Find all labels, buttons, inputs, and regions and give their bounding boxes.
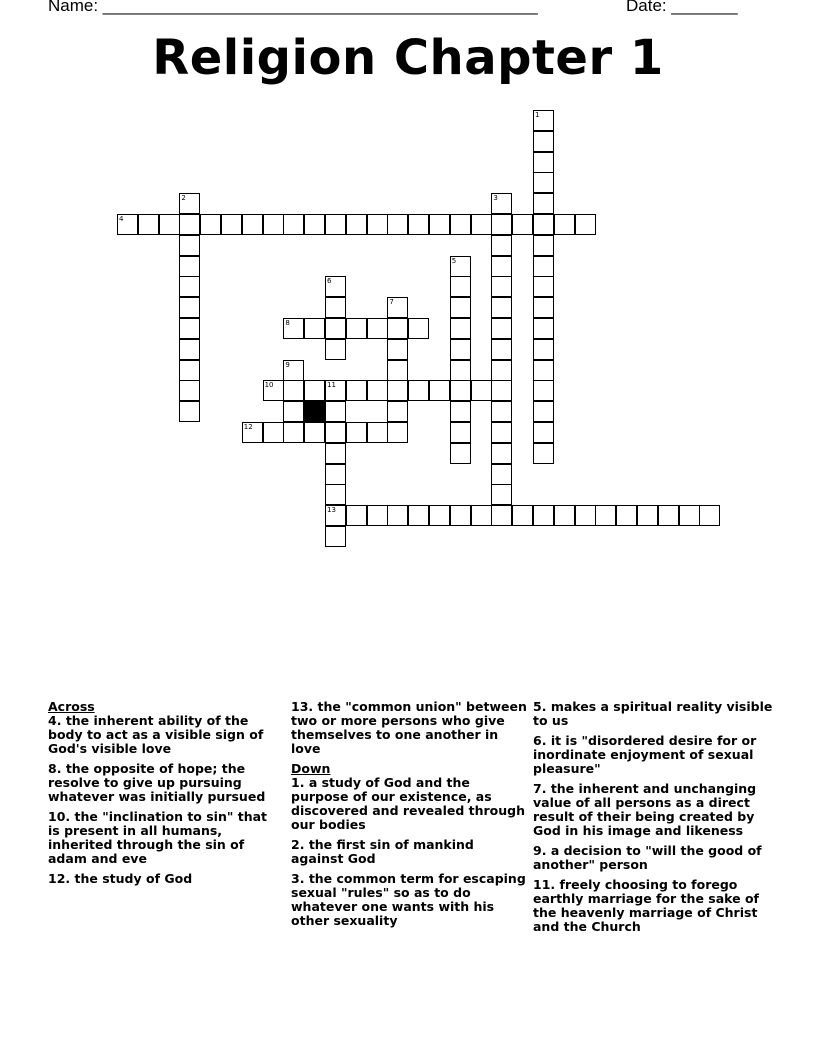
clue-text: the common term for escaping sexual "rules" so as to do whatever one wants with his other sexuality — [291, 871, 526, 928]
clue-down-7 — [533, 782, 773, 838]
crossword-cell[interactable] — [637, 505, 658, 526]
clue-text: a study of God and the purpose of our existence, as discovered and revealed through our bodies — [291, 775, 526, 832]
black-cell — [304, 401, 325, 422]
date-field[interactable]: Date: _______ — [626, 0, 738, 15]
crossword-cell[interactable] — [346, 505, 367, 526]
crossword-cell[interactable] — [283, 422, 304, 443]
crossword-cell[interactable] — [533, 152, 554, 173]
crossword-cell[interactable] — [491, 443, 512, 464]
crossword-cell[interactable] — [450, 360, 471, 381]
crossword-cell[interactable] — [450, 297, 471, 318]
crossword-cell[interactable] — [387, 380, 408, 401]
crossword-cell[interactable] — [533, 401, 554, 422]
crossword-cell[interactable] — [533, 443, 554, 464]
crossword-cell[interactable] — [304, 318, 325, 339]
crossword-cell[interactable] — [533, 297, 554, 318]
cell-number: 13 — [327, 506, 336, 515]
clue-across-12 — [48, 872, 280, 886]
crossword-cell[interactable] — [304, 214, 325, 235]
clue-text: the "inclination to sin" that is present in all humans, inherited through the sin of adam and eve — [48, 809, 268, 866]
across-heading: Across — [48, 699, 95, 714]
clue-down-9 — [533, 844, 773, 872]
clue-number: 1. — [291, 775, 305, 790]
cell-number: 10 — [264, 381, 274, 390]
clue-number: 3. — [291, 871, 305, 886]
clue-across-8 — [48, 762, 280, 804]
crossword-cell[interactable] — [471, 505, 492, 526]
crossword-cell[interactable] — [575, 505, 596, 526]
crossword-cell[interactable] — [179, 256, 200, 277]
cell-number: 12 — [243, 423, 253, 431]
cell-number: 11 — [327, 381, 336, 390]
crossword-cell[interactable] — [325, 318, 346, 339]
crossword-cell[interactable] — [242, 422, 263, 443]
crossword-cell[interactable] — [200, 214, 221, 235]
crossword-cell[interactable] — [325, 464, 346, 485]
crossword-cell[interactable] — [450, 276, 471, 297]
crossword-cell[interactable] — [491, 339, 512, 360]
crossword-cell[interactable] — [450, 339, 471, 360]
crossword-cell[interactable] — [408, 380, 429, 401]
crossword-cell[interactable] — [450, 256, 471, 277]
crossword-cell[interactable] — [138, 214, 159, 235]
crossword-cell[interactable] — [512, 214, 533, 235]
crossword-cell[interactable] — [179, 276, 200, 297]
crossword-cell[interactable] — [387, 297, 408, 318]
crossword-cell[interactable] — [491, 297, 512, 318]
clue-down-1 — [291, 776, 527, 832]
cell-number: 4 — [119, 215, 124, 223]
crossword-cell[interactable] — [575, 214, 596, 235]
crossword-cell[interactable] — [533, 131, 554, 152]
crossword-cell[interactable] — [533, 339, 554, 360]
clue-text: it is "disordered desire for or inordinate enjoyment of sexual pleasure" — [533, 733, 757, 776]
page-title: Religion Chapter 1 — [152, 30, 664, 86]
crossword-cell[interactable] — [387, 360, 408, 381]
crossword-cell[interactable] — [387, 505, 408, 526]
cell-number: 9 — [285, 360, 290, 369]
crossword-cell[interactable] — [491, 256, 512, 277]
crossword-cell[interactable] — [263, 380, 284, 401]
clue-text: the "common union" between two or more persons who give themselves to one another in love — [291, 699, 527, 756]
crossword-cell[interactable] — [491, 401, 512, 422]
clue-down-11 — [533, 878, 773, 934]
crossword-cell[interactable] — [159, 214, 180, 235]
clue-down-2 — [291, 838, 527, 866]
crossword-cell[interactable] — [533, 172, 554, 193]
crossword-cell[interactable] — [179, 235, 200, 256]
clue-text: the first sin of mankind against God — [291, 837, 474, 866]
crossword-cell[interactable] — [408, 214, 429, 235]
crossword-cell[interactable] — [325, 380, 346, 401]
crossword-cell[interactable] — [533, 360, 554, 381]
crossword-cell[interactable] — [242, 214, 263, 235]
clue-number: 10. — [48, 809, 71, 824]
clue-text: freely choosing to forego earthly marriage for the sake of the heavenly marriage of Christ and the Church — [533, 877, 759, 934]
crossword-cell[interactable] — [450, 380, 471, 401]
clue-number: 4. — [48, 713, 62, 728]
crossword-cell[interactable] — [491, 276, 512, 297]
crossword-cell[interactable] — [346, 422, 367, 443]
clue-text: the opposite of hope; the resolve to give up pursuing whatever was initially pursued — [48, 761, 266, 804]
crossword-cell[interactable] — [471, 214, 492, 235]
clues-column-2 — [291, 700, 527, 934]
cell-number: 7 — [389, 298, 394, 307]
cell-number: 6 — [327, 277, 332, 286]
crossword-cell[interactable] — [471, 380, 492, 401]
crossword-cell[interactable] — [491, 193, 512, 214]
clue-number: 13. — [291, 699, 314, 714]
crossword-cell[interactable] — [450, 401, 471, 422]
crossword-cell[interactable] — [283, 401, 304, 422]
crossword-cell[interactable] — [533, 214, 554, 235]
cell-number: 5 — [451, 256, 457, 265]
crossword-cell[interactable] — [554, 505, 575, 526]
crossword-cell[interactable] — [283, 214, 304, 235]
crossword-cell[interactable] — [491, 484, 512, 505]
crossword-cell[interactable] — [179, 214, 200, 235]
crossword-cell[interactable] — [491, 505, 512, 526]
cell-number: 2 — [181, 194, 186, 203]
crossword-cell[interactable] — [533, 235, 554, 256]
crossword-cell[interactable] — [491, 380, 512, 401]
crossword-cell[interactable] — [179, 360, 200, 381]
crossword-cell[interactable] — [387, 422, 408, 443]
down-heading: Down — [291, 761, 331, 776]
clues-column-1 — [48, 700, 280, 892]
crossword-cell[interactable] — [533, 318, 554, 339]
clue-number: 7. — [533, 781, 547, 796]
clue-number: 11. — [533, 877, 556, 892]
crossword-cell[interactable] — [367, 318, 388, 339]
clue-down-3 — [291, 872, 527, 928]
clue-down-5 — [533, 700, 773, 728]
crossword-cell[interactable] — [179, 401, 200, 422]
crossword-cell[interactable] — [304, 422, 325, 443]
crossword-cell[interactable] — [512, 505, 533, 526]
crossword-cell[interactable] — [283, 380, 304, 401]
clue-across-13 — [291, 700, 527, 756]
crossword-cell[interactable] — [367, 214, 388, 235]
crossword-cell[interactable] — [325, 505, 346, 526]
crossword-cell[interactable] — [491, 464, 512, 485]
crossword-cell[interactable] — [450, 318, 471, 339]
crossword-cell[interactable] — [429, 214, 450, 235]
crossword-cell[interactable] — [533, 256, 554, 277]
crossword-cell[interactable] — [387, 401, 408, 422]
clue-down-6 — [533, 734, 773, 776]
crossword-cell[interactable] — [283, 318, 304, 339]
crossword-cell[interactable] — [263, 214, 284, 235]
crossword-cell[interactable] — [450, 422, 471, 443]
clue-across-4 — [48, 714, 280, 756]
crossword-cell[interactable] — [429, 505, 450, 526]
crossword-cell[interactable] — [491, 235, 512, 256]
cell-number: 1 — [535, 111, 540, 119]
crossword-cell[interactable] — [533, 380, 554, 401]
crossword-cell[interactable] — [367, 380, 388, 401]
crossword-cell[interactable] — [346, 380, 367, 401]
crossword-cell[interactable] — [699, 505, 720, 526]
crossword-cell[interactable] — [616, 505, 637, 526]
clue-number: 5. — [533, 699, 547, 714]
crossword-cell[interactable] — [367, 422, 388, 443]
crossword-cell[interactable] — [595, 505, 616, 526]
crossword-cell[interactable] — [367, 505, 388, 526]
crossword-cell[interactable] — [450, 505, 471, 526]
crossword-cell[interactable] — [325, 276, 346, 297]
clue-text: the study of God — [74, 871, 193, 886]
crossword-cell[interactable] — [658, 505, 679, 526]
crossword-cell[interactable] — [554, 214, 575, 235]
crossword-cell[interactable] — [491, 360, 512, 381]
cell-number: 8 — [285, 319, 290, 327]
crossword-cell[interactable] — [533, 110, 554, 131]
crossword-cell[interactable] — [387, 318, 408, 339]
crossword-cell[interactable] — [179, 318, 200, 339]
crossword-cell[interactable] — [387, 339, 408, 360]
crossword-cell[interactable] — [325, 484, 346, 505]
crossword-cell[interactable] — [117, 214, 138, 235]
clue-number: 2. — [291, 837, 305, 852]
crossword-cell[interactable] — [533, 422, 554, 443]
clue-text: makes a spiritual reality visible to us — [533, 699, 773, 728]
crossword-cell[interactable] — [408, 505, 429, 526]
crossword-cell[interactable] — [325, 422, 346, 443]
crossword-cell[interactable] — [221, 214, 242, 235]
clue-number: 8. — [48, 761, 62, 776]
crossword-cell[interactable] — [283, 360, 304, 381]
crossword-cell[interactable] — [533, 505, 554, 526]
crossword-cell[interactable] — [179, 297, 200, 318]
crossword-cell[interactable] — [408, 318, 429, 339]
clue-number: 12. — [48, 871, 71, 886]
clues-column-3 — [533, 700, 773, 940]
crossword-cell[interactable] — [533, 193, 554, 214]
crossword-cell[interactable] — [325, 214, 346, 235]
clue-across-10 — [48, 810, 280, 866]
crossword-cell[interactable] — [179, 380, 200, 401]
crossword-cell[interactable] — [387, 214, 408, 235]
crossword-cell[interactable] — [679, 505, 700, 526]
crossword-cell[interactable] — [450, 214, 471, 235]
clue-number: 6. — [533, 733, 547, 748]
crossword-cell[interactable] — [346, 214, 367, 235]
crossword-cell[interactable] — [429, 380, 450, 401]
crossword-cell[interactable] — [325, 339, 346, 360]
crossword-cell[interactable] — [346, 318, 367, 339]
crossword-cell[interactable] — [491, 422, 512, 443]
crossword-cell[interactable] — [325, 443, 346, 464]
crossword-cell[interactable] — [533, 276, 554, 297]
clue-text: a decision to "will the good of another" person — [533, 843, 762, 872]
crossword-cell[interactable] — [491, 214, 512, 235]
clue-text: the inherent ability of the body to act as a visible sign of God's visible love — [48, 713, 264, 756]
clue-number: 9. — [533, 843, 547, 858]
crossword-cell[interactable] — [179, 339, 200, 360]
crossword-cell[interactable] — [325, 401, 346, 422]
crossword-cell[interactable] — [491, 318, 512, 339]
crossword-cell[interactable] — [179, 193, 200, 214]
crossword-cell[interactable] — [325, 526, 346, 547]
crossword-cell[interactable] — [263, 422, 284, 443]
clue-text: the inherent and unchanging value of all persons as a direct result of their being created by God in his image and likeness — [533, 781, 757, 838]
name-field[interactable]: Name: ______________________________________________ — [48, 0, 538, 15]
crossword-cell[interactable] — [325, 297, 346, 318]
cell-number: 3 — [493, 194, 498, 203]
crossword-cell[interactable] — [450, 443, 471, 464]
crossword-cell[interactable] — [304, 380, 325, 401]
